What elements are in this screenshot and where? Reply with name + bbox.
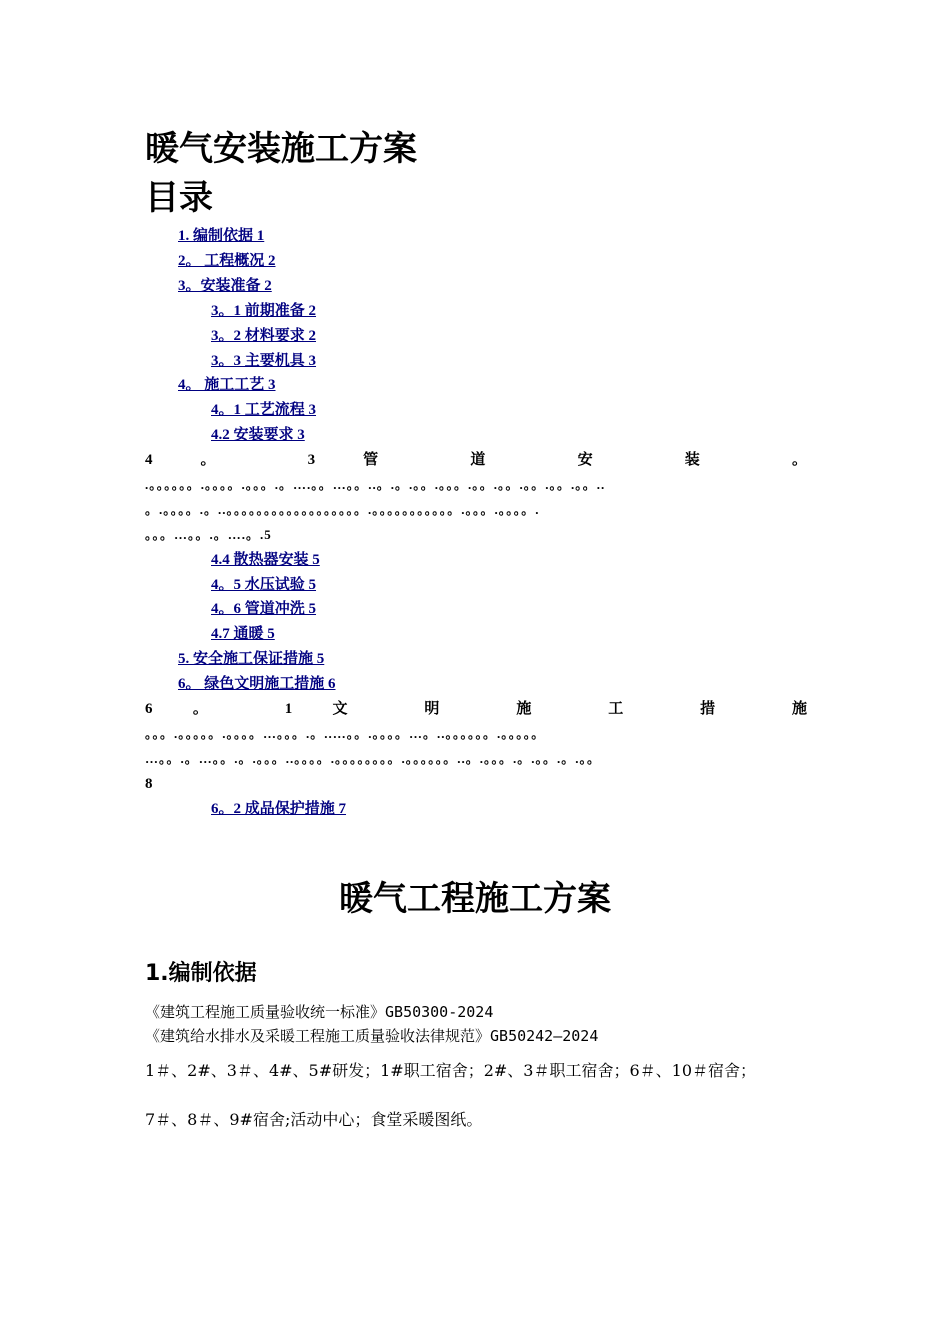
toc-entry-6-1-title: 6 。 1 文 明 施 工 措 施 [145,701,807,717]
toc-link-3[interactable]: 3。安装准备 2 [178,278,272,294]
toc-entry-4-3-page: 。。。…。。.。….。.5 [145,527,272,542]
toc-link-2[interactable]: 2。 工程概况 2 [178,253,276,269]
toc-link-4-7[interactable]: 4.7 通暖 5 [211,626,275,642]
toc-link-4-2[interactable]: 4.2 安装要求 3 [211,427,305,443]
toc-entry-4-3-leader: .。。。。。。.。。。。.。。。.。….。。…。。..。.。.。。.。。。.。。.。。.。。.。。.。。.. [145,477,606,492]
toc-heading: 目录 [145,178,213,218]
toc-entry-6-1-leader: …。。.。…。。.。.。。。..。。。。.。。。。。。。。.。。。。。。..。.。。。.。.。。.。.。。 [145,751,602,766]
body-paragraph: 7＃、8＃、9#宿舍;活动中心；食堂采暖图纸。 [145,1110,483,1129]
toc-entry-4-3-leader: 。.。。。。.。..。。。。。。。。。。。。。。。。。。.。。。。。。。。。。。.。。。.。。。。. [145,502,540,517]
section-heading: 1.编制依据 [145,961,257,986]
toc-link-3-3[interactable]: 3。3 主要机具 3 [211,353,317,369]
toc-link-6-2[interactable]: 6。2 成品保护措施 7 [211,801,347,817]
toc-link-4-1[interactable]: 4。1 工艺流程 3 [211,402,317,418]
toc-entry-6-1-page: 8 [145,776,153,792]
toc-entry-4-3-title: 4 。 3 管 道 安 装 。 [145,452,807,468]
toc-link-3-2[interactable]: 3。2 材料要求 2 [211,328,317,344]
toc-link-4[interactable]: 4。 施工工艺 3 [178,377,276,393]
toc-link-4-6[interactable]: 4。6 管道冲洗 5 [211,601,317,617]
toc-link-5[interactable]: 5. 安全施工保证措施 5 [178,651,325,667]
toc-link-3-1[interactable]: 3。1 前期准备 2 [211,303,317,319]
reference-standard: 《建筑给水排水及采暖工程施工质量验收法律规范》GB50242—2024 [145,1027,599,1045]
toc-link-4-5[interactable]: 4。5 水压试验 5 [211,577,317,593]
body-paragraph: 1＃、2#、3＃、4#、5#研发；1#职工宿舍；2#、3＃职工宿舍；6＃、10＃宿舍； [145,1061,757,1080]
reference-standard: 《建筑工程施工质量验收统一标准》GB50300-2024 [145,1003,494,1021]
toc-link-6[interactable]: 6。 绿色文明施工措施 6 [178,676,336,692]
toc-link-4-4[interactable]: 4.4 散热器安装 5 [211,552,320,568]
document-title: 暖气安装施工方案 [145,129,417,169]
main-title: 暖气工程施工方案 [339,879,611,919]
toc-entry-6-1-leader: 。。。.。。。。。.。。。。…。。。.。..…。。.。。。。…。..。。。。。。.。。。。。 [145,726,546,741]
toc-link-1[interactable]: 1. 编制依据 1 [178,228,265,244]
